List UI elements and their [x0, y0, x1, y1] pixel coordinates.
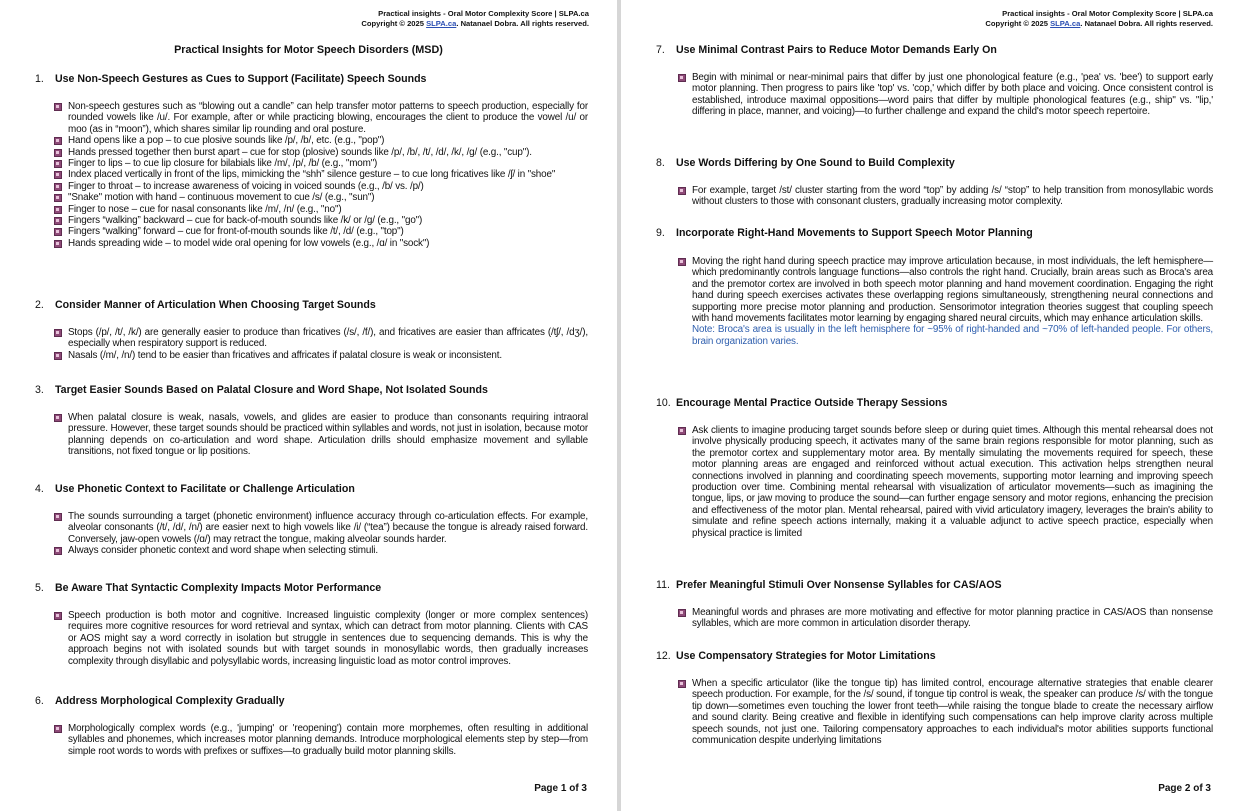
header-title: Practical insights - Oral Motor Complexity Score | SLPA.ca [378, 9, 589, 18]
bullet-icon [54, 183, 62, 191]
section-heading-3: 3. Target Easier Sounds Based on Palatal Closure and Word Shape, Not Isolated Sounds [35, 384, 488, 396]
section-heading-10: 10. Encourage Mental Practice Outside Therapy Sessions [656, 397, 948, 409]
bullet-list-6 [53, 723, 588, 757]
list-item: Always consider phonetic context and word shape when selecting stimuli. [53, 545, 588, 556]
bullet-icon [678, 427, 686, 435]
list-item: Hands spreading wide – to model wide oral opening for low vowels (e.g., /ɑ/ in "sock") [53, 238, 588, 249]
bullet-icon [54, 194, 62, 202]
bullet-icon [678, 609, 686, 617]
bullet-icon [54, 352, 62, 360]
document-title: Practical Insights for Motor Speech Disorders (MSD) [174, 44, 443, 56]
bullet-icon [54, 240, 62, 248]
bullet-icon [54, 103, 62, 111]
list-item: Nasals (/m/, /n/) tend to be easier than fricatives and affricates if palatal closure is weak or inconsistent. [53, 350, 588, 361]
section-heading-7: 7. Use Minimal Contrast Pairs to Reduce Motor Demands Early On [656, 44, 997, 56]
section-heading-8: 8. Use Words Differing by One Sound to Build Complexity [656, 157, 955, 169]
page-number: Page 1 of 3 [534, 783, 587, 794]
list-item: For example, target /st/ cluster starting from the word “top” by adding /s/ “stop” to help transition from monosyllabic words without clusters to those with consonant clusters, gradually increasing motor complexity. [677, 185, 1213, 208]
bullet-icon [54, 149, 62, 157]
header-title: Practical insights - Oral Motor Complexity Score | SLPA.ca [1002, 9, 1213, 18]
section-heading-2: 2. Consider Manner of Articulation When Choosing Target Sounds [35, 299, 376, 311]
list-item: "Snake" motion with hand – continuous movement to cue /s/ (e.g., "sun") [53, 192, 588, 203]
list-item: When a specific articulator (like the tongue tip) has limited control, encourage alternative strategies that enable clearer speech production. For example, for the /s/ sound, if tongue tip control is weak, the speaker can produce /s/ with the tongue tip down—sometimes even touching the lower front teeth—while raising the tongue blade to create the necessary airflow and sound clarity. Being creative and flexible in identifying such compensations can help improve clarity across multiple speech sounds, not just one. Tailoring compensatory approaches to each individual's motor abilities supports functional communication despite underlying limitations [677, 678, 1213, 746]
bullet-icon [54, 206, 62, 214]
bullet-icon [54, 725, 62, 733]
list-item: Meaningful words and phrases are more motivating and effective for motor planning practice in CAS/AOS than nonsense syllables, which are more common in articulation disorder therapy. [677, 607, 1213, 630]
brocas-area-note: Note: Broca's area is usually in the left hemisphere for ~95% of right-handed and ~70% of left-handed people. For others, brain organization varies. [692, 324, 1213, 347]
slpa-link[interactable]: SLPA.ca [426, 19, 457, 28]
list-item: Ask clients to imagine producing target sounds before sleep or during quiet times. Although this mental rehearsal does not involve physically producing speech, it activates many of the same brain regions responsible for motor planning, such as the premotor cortex and supplementary motor area. By mentally simulating the movements required for speech, these motor planning areas are engaged and reinforced without actual execution. This activation helps strengthen neural connections involved in planning and coordinating speech movements, supporting motor learning and improving speech production over time. Combining mental rehearsal with visualization of articulator movements—such as imagining the tongue, lips, or jaw moving to produce the sound—can further engage sensory and motor regions, enhancing the precision and effectiveness of the motor plan. Mental rehearsal, paired with vivid articulatory imagery, leverages the brain's ability to simulate and refine speech actions internally, making it a valuable adjunct to active speech practice, especially when physical practice is limited [677, 425, 1213, 539]
section-heading-9: 9. Incorporate Right-Hand Movements to Support Speech Motor Planning [656, 227, 1033, 239]
list-item: Hands pressed together then burst apart – cue for stop (plosive) sounds like /p/, /b/, /t/, /d/, /k/, /g/ (e.g., "cup"). [53, 147, 588, 158]
list-item: Non-speech gestures such as “blowing out a candle” can help transfer motor patterns to speech production, especially for rounded vowels like /u/. For example, after or while practicing blowing, encourages the client to produce the vowel /u/ or moo (as in “moon”), which shares similar lip rounding and oral posture. [53, 101, 588, 135]
section-heading-4: 4. Use Phonetic Context to Facilitate or Challenge Articulation [35, 483, 355, 495]
bullet-list-4 [53, 511, 588, 557]
section-heading-5: 5. Be Aware That Syntactic Complexity Impacts Motor Performance [35, 582, 382, 594]
bullet-list-12 [677, 678, 1213, 746]
bullet-icon [54, 414, 62, 422]
bullet-icon [54, 329, 62, 337]
page-header [361, 9, 589, 29]
list-item: Hand opens like a pop – to cue plosive sounds like /p/, /b/, etc. (e.g., "pop") [53, 135, 588, 146]
section-heading-11: 11. Prefer Meaningful Stimuli Over Nonsense Syllables for CAS/AOS [656, 579, 1002, 591]
list-item: Begin with minimal or near-minimal pairs that differ by just one phonological feature (e.g., 'pea' vs. 'bee') to support early motor planning. Then progress to pairs like 'top' vs. 'cop,' which differ by both place and voicing. Once consistent control is established, introduce maximal oppositions—word pairs that differ by multiple phonological features (e.g., ship" vs. "lip,' differing in place, manner, and voicing)—to further challenge and expand the child's motor speech repertoire. [677, 72, 1213, 118]
bullet-list-11 [677, 607, 1213, 630]
bullet-list-7 [677, 72, 1213, 118]
bullet-icon [54, 171, 62, 179]
list-item: Moving the right hand during speech practice may improve articulation because, in most individuals, the left hemisphere—which predominantly controls language functions—also controls the right hand. Crucially, brain areas such as Broca's area and the premotor cortex are involved in both speech motor planning and hand movement coordination. Engaging the right hand during speech exercises activates these overlapping regions simultaneously, strengthening neural connections and supporting more precise motor planning and production. Sensorimotor integration theories suggest that coupling speech with hand movements facilitates motor learning by engaging shared neural circuits, which may enhance articulation skills. [677, 256, 1213, 324]
bullet-list-8 [677, 185, 1213, 208]
bullet-icon [54, 217, 62, 225]
document-page-1 [0, 0, 617, 811]
bullet-icon [54, 228, 62, 236]
bullet-icon [54, 513, 62, 521]
bullet-icon [54, 160, 62, 168]
bullet-icon [678, 187, 686, 195]
list-item: Finger to throat – to increase awareness of voicing in voiced sounds (e.g., /b/ vs. /p/) [53, 181, 588, 192]
slpa-link[interactable]: SLPA.ca [1050, 19, 1081, 28]
page-number: Page 2 of 3 [1158, 783, 1211, 794]
bullet-icon [54, 137, 62, 145]
section-heading-1: 1. Use Non-Speech Gestures as Cues to Support (Facilitate) Speech Sounds [35, 73, 427, 85]
list-item: Stops (/p/, /t/, /k/) are generally easier to produce than fricatives (/s/, /f/), and fricatives are easier than affricates (/tʃ/, /dʒ/), especially when respiratory support is reduced. [53, 327, 588, 350]
bullet-icon [678, 680, 686, 688]
bullet-icon [678, 74, 686, 82]
bullet-icon [678, 258, 686, 266]
bullet-list-9 [677, 256, 1213, 347]
page-header [985, 9, 1213, 29]
bullet-list-2 [53, 327, 588, 361]
list-item: Fingers “walking” forward – cue for front-of-mouth sounds like /t/, /d/ (e.g., "top") [53, 226, 588, 237]
list-item: Speech production is both motor and cognitive. Increased linguistic complexity (longer or more complex sentences) requires more cognitive resources for word retrieval and syntax, which can detract from motor planning. Clients with CAS or AOS might say a word correctly in isolation but struggle in sentences due to sequencing demands. This is why the approach begins not with isolated sounds but with target sounds in monosyllabic words, then gradually increases complexity through disyllabic and polysyllabic words, increasing linguistic load as motor control improves. [53, 610, 588, 667]
bullet-icon [54, 612, 62, 620]
bullet-list-10 [677, 425, 1213, 539]
list-item: The sounds surrounding a target (phonetic environment) influence accuracy through co-articulation effects. For example, alveolar consonants (/t/, /d/, /n/) are easier next to high vowels like /i/ (“tea”) because the tongue is already raised forward. Conversely, jaw-open vowels (/ɑ/) may retract the tongue, making alveolar sounds harder. [53, 511, 588, 545]
bullet-list-1 [53, 101, 588, 249]
list-item: When palatal closure is weak, nasals, vowels, and glides are easier to produce than consonants requiring intraoral pressure. However, these target sounds should be practiced within syllables and words, not just in isolation, because motor planning depends on co-articulation and word shape. Articulation drills should emphasize movement and syllable transitions, not fixed tongue or lip positions. [53, 412, 588, 458]
header-copyright: Copyright © 2025 SLPA.ca. Natanael Dobra. All rights reserved. [361, 19, 589, 28]
header-copyright: Copyright © 2025 SLPA.ca. Natanael Dobra. All rights reserved. [985, 19, 1213, 28]
list-item: Fingers “walking” backward – cue for back-of-mouth sounds like /k/ or /g/ (e.g., "go") [53, 215, 588, 226]
bullet-list-5 [53, 610, 588, 667]
bullet-list-3 [53, 412, 588, 458]
document-page-2 [621, 0, 1241, 811]
list-item: Finger to lips – to cue lip closure for bilabials like /m/, /p/, /b/ (e.g., "mom") [53, 158, 588, 169]
bullet-icon [54, 547, 62, 555]
list-item: Index placed vertically in front of the lips, mimicking the “shh” silence gesture – to cue long fricatives like /ʃ/ in "shoe" [53, 169, 588, 180]
section-heading-6: 6. Address Morphological Complexity Gradually [35, 695, 285, 707]
list-item: Morphologically complex words (e.g., 'jumping' or 'reopening') contain more morphemes, often resulting in additional syllables and phonemes, which increases motor planning demands. Introduce morphological elements step by step—from simple root words to words with prefixes or suffixes—to gradually build motor planning skills. [53, 723, 588, 757]
list-item: Finger to nose – cue for nasal consonants like /m/, /n/ (e.g., "no") [53, 204, 588, 215]
section-heading-12: 12. Use Compensatory Strategies for Motor Limitations [656, 650, 936, 662]
